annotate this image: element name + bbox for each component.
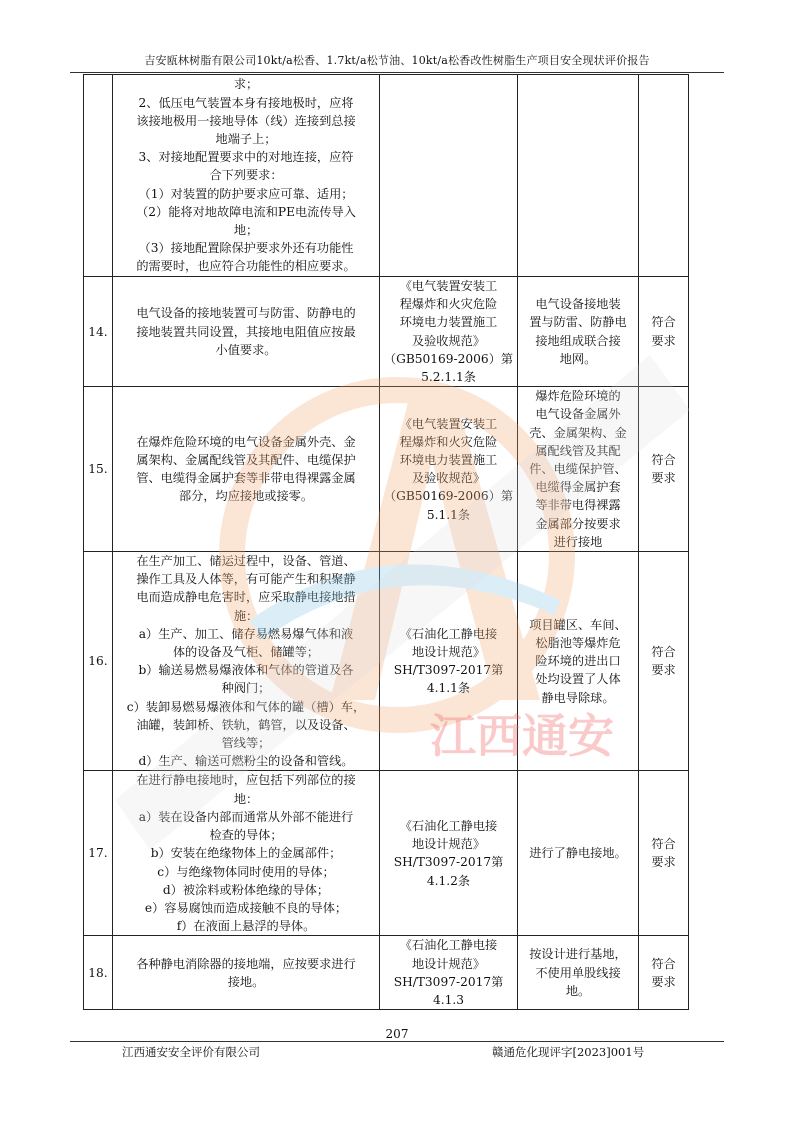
requirement-text-line: a）生产、加工、储存易燃易爆气体和液 bbox=[138, 626, 354, 641]
requirement-text-line: a）装在设备内部而通常从外部不能进行 bbox=[138, 809, 354, 824]
table-row bbox=[84, 552, 689, 771]
actual-situation-line: 不使用单股线接 bbox=[535, 965, 621, 980]
requirement-text-line: （1）对装置的防护要求应可靠、适用； bbox=[138, 186, 354, 201]
requirement-text-line: 合下列要求： bbox=[209, 168, 283, 183]
basis-reference bbox=[380, 387, 518, 552]
actual-situation bbox=[518, 771, 639, 936]
evaluation-result-line: 符合 bbox=[651, 956, 676, 971]
evaluation-result-line: 要求 bbox=[651, 471, 676, 486]
evaluation-result bbox=[639, 936, 689, 1010]
actual-situation bbox=[518, 552, 639, 771]
requirement-text-line: 地： bbox=[233, 791, 259, 806]
table-row bbox=[84, 387, 689, 552]
requirement-text-line: 求； bbox=[233, 77, 259, 92]
actual-situation-line: 险环境的进出口 bbox=[535, 654, 621, 669]
basis-reference-line: SH/T3097-2017第 bbox=[393, 974, 504, 989]
basis-reference-line: 5.2.1.1条 bbox=[421, 370, 476, 385]
actual-situation-line: 电气设备接地装 bbox=[535, 297, 621, 312]
actual-situation-line: 件、电缆保护管、 bbox=[529, 462, 627, 477]
requirement-text-line: 在进行静电接地时，应包括下列部位的接 bbox=[136, 773, 356, 788]
requirement-text bbox=[113, 771, 380, 936]
actual-situation-line: 壳、金属架构、金 bbox=[529, 425, 627, 440]
basis-reference-line: 《电气装置安装工 bbox=[399, 279, 498, 293]
requirement-text-line: 油罐，装卸桥、铁轨，鹤管，以及设备、 bbox=[136, 717, 356, 732]
requirement-text-line: 电气设备的接地装置可与防雷、防静电的 bbox=[136, 306, 356, 321]
requirement-text bbox=[113, 552, 380, 771]
requirement-text-line: （2）能将对地故障电流和PE电流传导入 bbox=[136, 204, 356, 219]
requirement-text bbox=[113, 277, 380, 387]
requirement-text-line: 体的设备及气柜、储罐等； bbox=[172, 645, 320, 660]
evaluation-result-line: 符合 bbox=[651, 645, 676, 660]
basis-reference-line: 《石油化工静电接 bbox=[399, 626, 498, 641]
requirement-text-line: 各种静电消除器的接地端，应按要求进行 bbox=[136, 956, 356, 971]
requirement-text-line: d）生产、输送可燃粉尘的设备和管线。 bbox=[138, 754, 354, 769]
requirement-text-line: 的需要时，也应符合功能性的相应要求。 bbox=[136, 259, 356, 274]
requirement-text-line: 地； bbox=[233, 223, 259, 237]
evaluation-table bbox=[83, 74, 689, 1010]
basis-reference bbox=[380, 75, 518, 277]
requirement-text-line: c）装卸易燃易爆液体和气体的罐（槽）车， bbox=[126, 699, 366, 714]
actual-situation bbox=[518, 936, 639, 1010]
row-number: 14. bbox=[84, 277, 113, 387]
actual-situation-line: 电气设备金属外 bbox=[535, 407, 621, 422]
row-number bbox=[84, 75, 113, 277]
requirement-text bbox=[113, 387, 380, 552]
actual-situation-line: 松脂池等爆炸危 bbox=[535, 635, 621, 650]
requirement-text-line: 在爆炸危险环境的电气设备金属外壳、金 bbox=[136, 434, 356, 449]
evaluation-result bbox=[639, 552, 689, 771]
basis-reference-line: SH/T3097-2017第 bbox=[393, 855, 504, 870]
basis-reference-line: 及验收规范》 bbox=[411, 333, 486, 348]
requirement-text bbox=[113, 75, 380, 277]
basis-reference-line: 程爆炸和火灾危险 bbox=[399, 434, 498, 449]
basis-reference bbox=[380, 771, 518, 936]
evaluation-result bbox=[639, 771, 689, 936]
actual-situation-line: 进行接地 bbox=[553, 534, 603, 549]
requirement-text-line: b）输送易燃易爆液体和气体的管道及各 bbox=[138, 663, 354, 678]
basis-reference bbox=[380, 936, 518, 1010]
actual-situation bbox=[518, 75, 639, 277]
row-number: 15. bbox=[84, 387, 113, 552]
requirement-text-line: （3）接地配置除保护要求外还有功能性 bbox=[138, 241, 354, 256]
footer-company: 江西通安安全评价有限公司 bbox=[122, 1045, 260, 1059]
requirement-text-line: e）容易腐蚀而造成接触不良的导体； bbox=[144, 900, 348, 915]
basis-reference-line: 环境电力装置施工 bbox=[399, 315, 498, 330]
requirement-text-line: 接地。 bbox=[227, 974, 265, 989]
actual-situation-line: 爆炸危险环境的 bbox=[535, 389, 621, 404]
basis-reference-line: 4.1.2条 bbox=[426, 873, 471, 888]
basis-reference-line: 程爆炸和火灾危险 bbox=[399, 297, 498, 312]
basis-reference-line: 5.1.1条 bbox=[426, 507, 471, 522]
evaluation-result-line: 符合 bbox=[651, 315, 676, 330]
evaluation-result bbox=[639, 75, 689, 277]
footer-divider bbox=[70, 1041, 724, 1042]
table-row bbox=[84, 936, 689, 1010]
basis-reference bbox=[380, 277, 518, 387]
evaluation-result-line: 符合 bbox=[651, 452, 676, 467]
requirement-text-line: 3、对接地配置要求中的对地连接，应符 bbox=[138, 150, 354, 165]
basis-reference-line: 地设计规范》 bbox=[411, 645, 486, 660]
basis-reference-line: 环境电力装置施工 bbox=[399, 452, 498, 467]
table-row bbox=[84, 771, 689, 936]
actual-situation-line: 接地组成联合接 bbox=[535, 333, 621, 348]
page-header-title: 吉安瓯林树脂有限公司10kt/a松香、1.7kt/a松节油、10kt/a松香改性树脂生产项目安全现状评价报告 bbox=[144, 54, 650, 67]
requirement-text-line: 地端子上； bbox=[215, 131, 277, 146]
actual-situation bbox=[518, 277, 639, 387]
requirement-text-line: 操作工具及人体等，有可能产生和积聚静 bbox=[136, 572, 356, 587]
watermark-text: 江西通安 bbox=[430, 710, 614, 762]
actual-situation-line: 电缆得金属护套 bbox=[535, 480, 621, 495]
actual-situation-line: 属配线管及其配 bbox=[535, 443, 621, 458]
actual-situation-line: 静电导除球。 bbox=[541, 690, 615, 705]
basis-reference bbox=[380, 552, 518, 771]
actual-situation-line: 地网。 bbox=[559, 351, 597, 366]
basis-reference-line: 4.1.3 bbox=[432, 992, 464, 1007]
requirement-text-line: 施： bbox=[233, 608, 259, 623]
requirement-text-line: 该接地极用一接地导体（线）连接到总接 bbox=[136, 113, 356, 128]
basis-reference-line: 4.1.1条 bbox=[426, 681, 471, 696]
basis-reference-line: （GB50169-2006）第 bbox=[383, 489, 514, 504]
evaluation-result bbox=[639, 387, 689, 552]
page-number: 207 bbox=[385, 1027, 409, 1041]
actual-situation-line: 置与防雷、防静电 bbox=[529, 315, 627, 330]
row-number: 16. bbox=[84, 552, 113, 771]
requirement-text-line: f）在液面上悬浮的导体。 bbox=[176, 919, 316, 934]
requirement-text-line: 2、低压电气装置本身有接地极时，应将 bbox=[138, 95, 354, 110]
requirement-text-line: d）被涂料或粉体绝缘的导体； bbox=[162, 882, 330, 897]
basis-reference-line: 《石油化工静电接 bbox=[399, 818, 498, 833]
requirement-text-line: c）与绝缘物体同时使用的导体； bbox=[157, 864, 335, 879]
requirement-text-line: 部分，均应接地或接零。 bbox=[178, 489, 314, 504]
requirement-text-line: 电而造成静电危害时，应采取静电接地措 bbox=[136, 590, 356, 605]
requirement-text-line: 小值要求。 bbox=[215, 342, 277, 357]
requirement-text-line: 管线等； bbox=[221, 736, 271, 751]
basis-reference-line: 及验收规范》 bbox=[411, 471, 486, 486]
actual-situation-line: 地。 bbox=[565, 983, 591, 998]
header-divider bbox=[70, 72, 724, 73]
evaluation-result bbox=[639, 277, 689, 387]
table-row bbox=[84, 277, 689, 387]
actual-situation-line: 项目罐区、车间、 bbox=[529, 617, 627, 632]
requirement-text-line: 管、电缆得金属护套等非带电得裸露金属 bbox=[136, 471, 356, 486]
footer-doc-code: 赣通危化现评字[2023]001号 bbox=[492, 1045, 645, 1059]
row-number: 18. bbox=[84, 936, 113, 1010]
requirement-text-line: b）安装在绝缘物体上的金属部件； bbox=[150, 846, 342, 861]
basis-reference-line: 《电气装置安装工 bbox=[399, 416, 498, 431]
requirement-text-line: 接地装置共同设置，其接地电阻值应按最 bbox=[136, 324, 356, 339]
requirement-text-line: 种阀门； bbox=[221, 681, 271, 696]
actual-situation-line: 处均设置了人体 bbox=[535, 672, 621, 687]
evaluation-result-line: 要求 bbox=[651, 855, 676, 870]
actual-situation-line: 进行了静电接地。 bbox=[529, 846, 627, 861]
basis-reference-line: 《石油化工静电接 bbox=[399, 938, 498, 953]
actual-situation-line: 金属部分按要求 bbox=[535, 516, 621, 531]
requirement-text-line: 在生产加工、储运过程中，设备、管道、 bbox=[136, 554, 356, 569]
requirement-text-line: 属架构、金属配线管及其配件、电缆保护 bbox=[136, 452, 356, 467]
row-number: 17. bbox=[84, 771, 113, 936]
requirement-text-line: 检查的导体； bbox=[209, 828, 283, 843]
basis-reference-line: 地设计规范》 bbox=[411, 837, 486, 852]
evaluation-result-line: 要求 bbox=[651, 333, 676, 348]
actual-situation-line: 等非带电得裸露 bbox=[535, 498, 621, 513]
basis-reference-line: （GB50169-2006）第 bbox=[383, 351, 514, 366]
table-row bbox=[84, 75, 689, 277]
requirement-text bbox=[113, 936, 380, 1010]
actual-situation bbox=[518, 387, 639, 552]
evaluation-result-line: 要求 bbox=[651, 974, 676, 989]
basis-reference-line: 地设计规范》 bbox=[411, 956, 486, 971]
actual-situation-line: 按设计进行基地， bbox=[529, 947, 627, 962]
basis-reference-line: SH/T3097-2017第 bbox=[393, 663, 504, 678]
evaluation-result-line: 要求 bbox=[651, 663, 676, 678]
evaluation-result-line: 符合 bbox=[651, 837, 676, 852]
